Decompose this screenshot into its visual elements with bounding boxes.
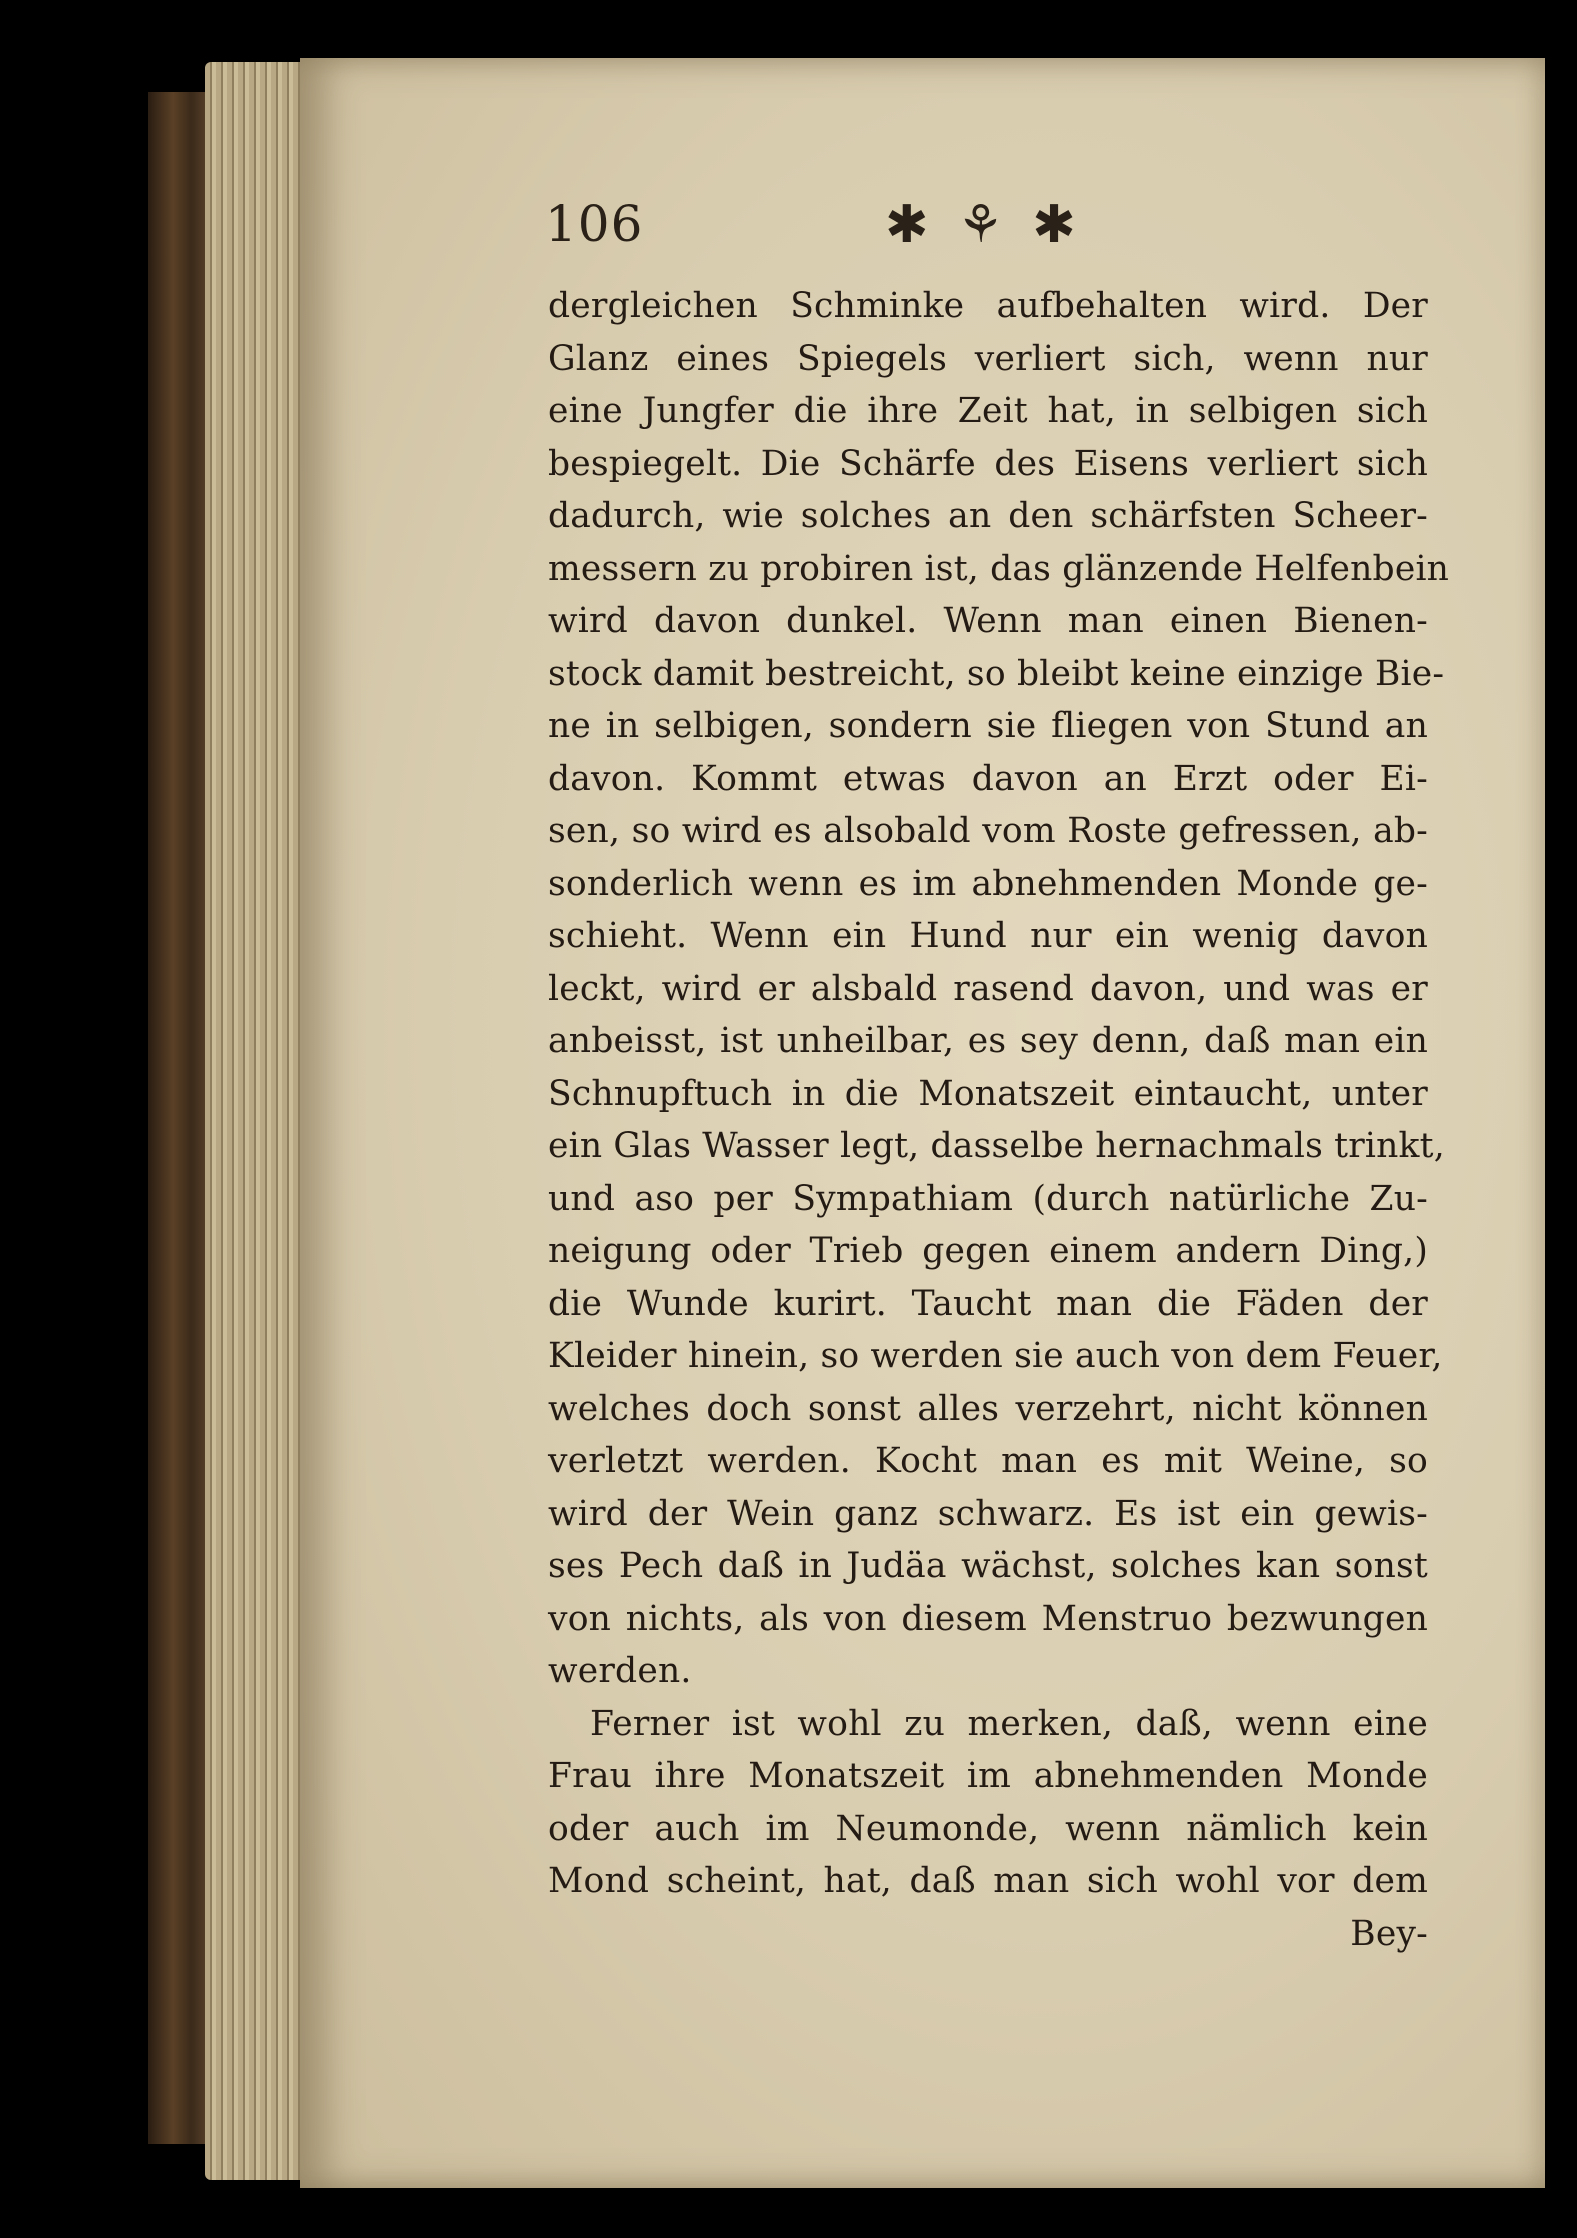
text-line: oder auch im Neumonde, wenn nämlich kein [548, 1808, 1428, 1849]
text-line: ne in selbigen, sondern sie fliegen von Stund an [548, 706, 1428, 746]
text-line: ses Pech daß in Judäa wächst, solches kan sonst [548, 1546, 1428, 1586]
text-line: eine Jungfer die ihre Zeit hat, in selbigen sich [548, 391, 1428, 431]
text-line: stock damit bestreicht, so bleibt keine einzige Bie- [548, 653, 1445, 694]
header-ornament: ✱ ⚘ ✱ [885, 195, 1082, 255]
text-line: Kleider hinein, so werden sie auch von dem Feuer, [548, 1336, 1443, 1376]
page-header [545, 195, 1425, 265]
text-line: leckt, wird er alsbald rasend davon, und was er [548, 968, 1428, 1009]
text-line: neigung oder Trieb gegen einem andern Ding,) [548, 1231, 1428, 1271]
body-text [548, 280, 1450, 1960]
text-line: dergleichen Schminke aufbehalten wird. Der [548, 286, 1428, 326]
text-line: Schnupftuch in die Monatszeit eintaucht, unter [548, 1073, 1428, 1114]
text-line: bespiegelt. Die Schärfe des Eisens verliert sich [548, 443, 1428, 484]
text-line: messern zu probiren ist, das glänzende Helfenbein [548, 548, 1450, 589]
text-line: Frau ihre Monatszeit im abnehmenden Monde [548, 1756, 1428, 1796]
text-line: Glanz eines Spiegels verliert sich, wenn nur [548, 338, 1428, 379]
text-line: davon. Kommt etwas davon an Erzt oder Ei- [548, 758, 1428, 799]
text-line: dadurch, wie solches an den schärfsten Scheer- [548, 496, 1428, 536]
text-line: schieht. Wenn ein Hund nur ein wenig davon [548, 916, 1428, 956]
text-line: welches doch sonst alles verzehrt, nicht können [548, 1388, 1428, 1429]
text-line: von nichts, als von diesem Menstruo bezwungen [548, 1598, 1428, 1639]
text-line: Ferner ist wohl zu merken, daß, wenn eine [590, 1703, 1428, 1744]
text-line: wird der Wein ganz schwarz. Es ist ein gewis- [548, 1493, 1428, 1534]
text-line: verletzt werden. Kocht man es mit Weine, so [548, 1441, 1428, 1481]
text-line: die Wunde kurirt. Taucht man die Fäden der [548, 1283, 1428, 1324]
text-line: und aso per Sympathiam (durch natürliche Zu- [548, 1178, 1428, 1219]
page-number: 106 [545, 195, 644, 253]
text-line: wird davon dunkel. Wenn man einen Bienen- [548, 601, 1428, 641]
text-line: anbeisst, ist unheilbar, es sey denn, daß man ein [548, 1021, 1428, 1061]
text-line: Mond scheint, hat, daß man sich wohl vor dem [548, 1861, 1428, 1901]
text-line: werden. [548, 1651, 692, 1691]
text-line: sen, so wird es alsobald vom Roste gefressen, ab- [548, 811, 1428, 851]
text-line: ein Glas Wasser legt, dasselbe hernachmals trinkt, [548, 1126, 1445, 1166]
text-line: sonderlich wenn es im abnehmenden Monde ge- [548, 863, 1428, 904]
catchword: Bey- [1350, 1913, 1428, 1954]
